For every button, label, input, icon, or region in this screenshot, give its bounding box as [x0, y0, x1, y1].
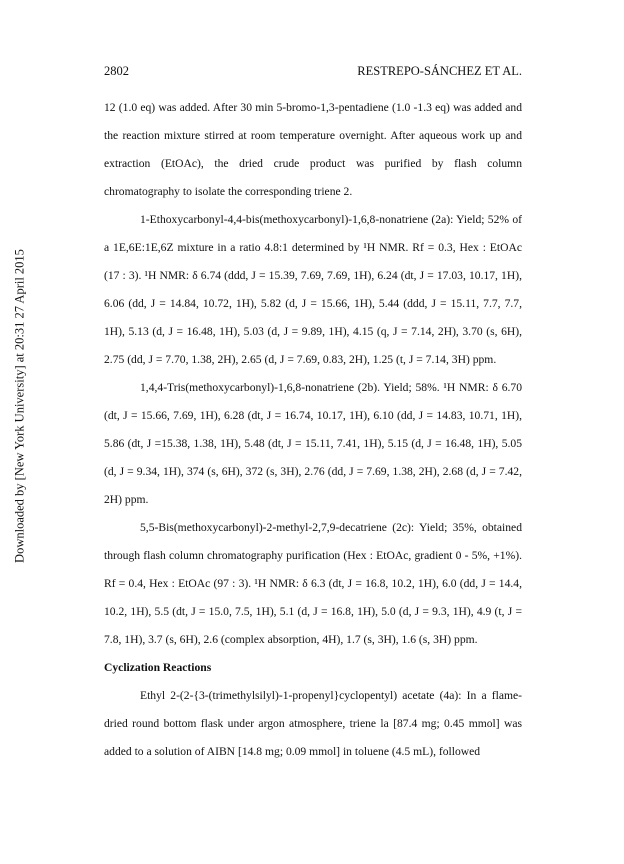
download-watermark	[12, 196, 28, 616]
page-header	[104, 64, 522, 80]
article-body	[104, 94, 522, 766]
page-number: 2802	[104, 64, 129, 78]
paragraph-compound-2c: 5,5-Bis(methoxycarbonyl)-2-methyl-2,7,9-decatriene (2c): Yield; 35%, obtained through flash column chromatography purification (Hex : EtOAc, gradient 0 - 5%, +1%). Rf = 0.4, Hex : EtOAc (97 : 3). ¹H NMR: δ 6.3 (dt, J = 16.8, 10.2, 1H), 6.0 (dd, J = 14.4, 10.2, 1H), 5.5 (dt, J = 15.0, 7.5, 1H), 5.1 (d, J = 16.8, 1H), 5.0 (d, J = 9.3, 1H), 4.9 (t, J = 7.8, 1H), 3.7 (s, 6H), 2.6 (complex absorption, 4H), 1.7 (s, 3H), 1.6 (s, 3H) ppm.	[104, 521, 522, 646]
paragraph-compound-2a: 1-Ethoxycarbonyl-4,4-bis(methoxycarbonyl)-1,6,8-nonatriene (2a): Yield; 52% of a 1E,6E:1E,6Z mixture in a ratio 4.8:1 determined by ¹H NMR. Rf = 0.3, Hex : EtOAc (17 : 3). ¹H NMR: δ 6.74 (ddd, J = 15.39, 7.69, 7.69, 1H), 6.24 (dt, J = 17.03, 10.17, 1H), 6.06 (dd, J = 14.84, 10.72, 1H), 5.82 (d, J = 15.66, 1H), 5.44 (ddd, J = 15.11, 7.7, 7.7, 1H), 5.13 (d, J = 16.48, 1H), 5.03 (d, J = 9.89, 1H), 4.15 (q, J = 7.14, 2H), 3.70 (s, 6H), 2.75 (dd, J = 7.70, 1.38, 2H), 2.65 (d, J = 7.69, 0.83, 2H), 1.25 (t, J = 7.14, 3H) ppm.	[104, 213, 522, 366]
paragraph-compound-4a: Ethyl 2-(2-{3-(trimethylsilyl)-1-propenyl}cyclopentyl) acetate (4a): In a flame-dried round bottom flask under argon atmosphere, triene la [87.4 mg; 0.45 mmol] was added to a solution of AIBN [14.8 mg; 0.09 mmol] in toluene (4.5 mL), followed	[104, 689, 522, 758]
running-title: RESTREPO-SÁNCHEZ ET AL.	[357, 64, 522, 78]
paragraph-procedure: 12 (1.0 eq) was added. After 30 min 5-bromo-1,3-pentadiene (1.0 -1.3 eq) was added and the reaction mixture stirred at room temperature overnight. After aqueous work up and extraction (EtOAc), the dried crude product was purified by flash column chromatography to isolate the corresponding triene 2.	[104, 101, 522, 198]
paragraph-compound-2b: 1,4,4-Tris(methoxycarbonyl)-1,6,8-nonatriene (2b). Yield; 58%. ¹H NMR: δ 6.70 (dt, J = 15.66, 7.69, 1H), 6.28 (dt, J = 16.74, 10.17, 1H), 6.10 (dd, J = 14.83, 10.71, 1H), 5.86 (dt, J =15.38, 1.38, 1H), 5.48 (dt, J = 15.11, 7.41, 1H), 5.15 (d, J = 16.48, 1H), 5.05 (d, J = 9.34, 1H), 374 (s, 6H), 372 (s, 3H), 2.76 (dd, J = 7.69, 1.38, 2H), 2.68 (d, J = 7.42, 2H) ppm.	[104, 381, 522, 506]
download-note: Downloaded by [New York University] at 20:31 27 April 2015	[12, 249, 27, 563]
section-heading: Cyclization Reactions	[104, 661, 212, 674]
